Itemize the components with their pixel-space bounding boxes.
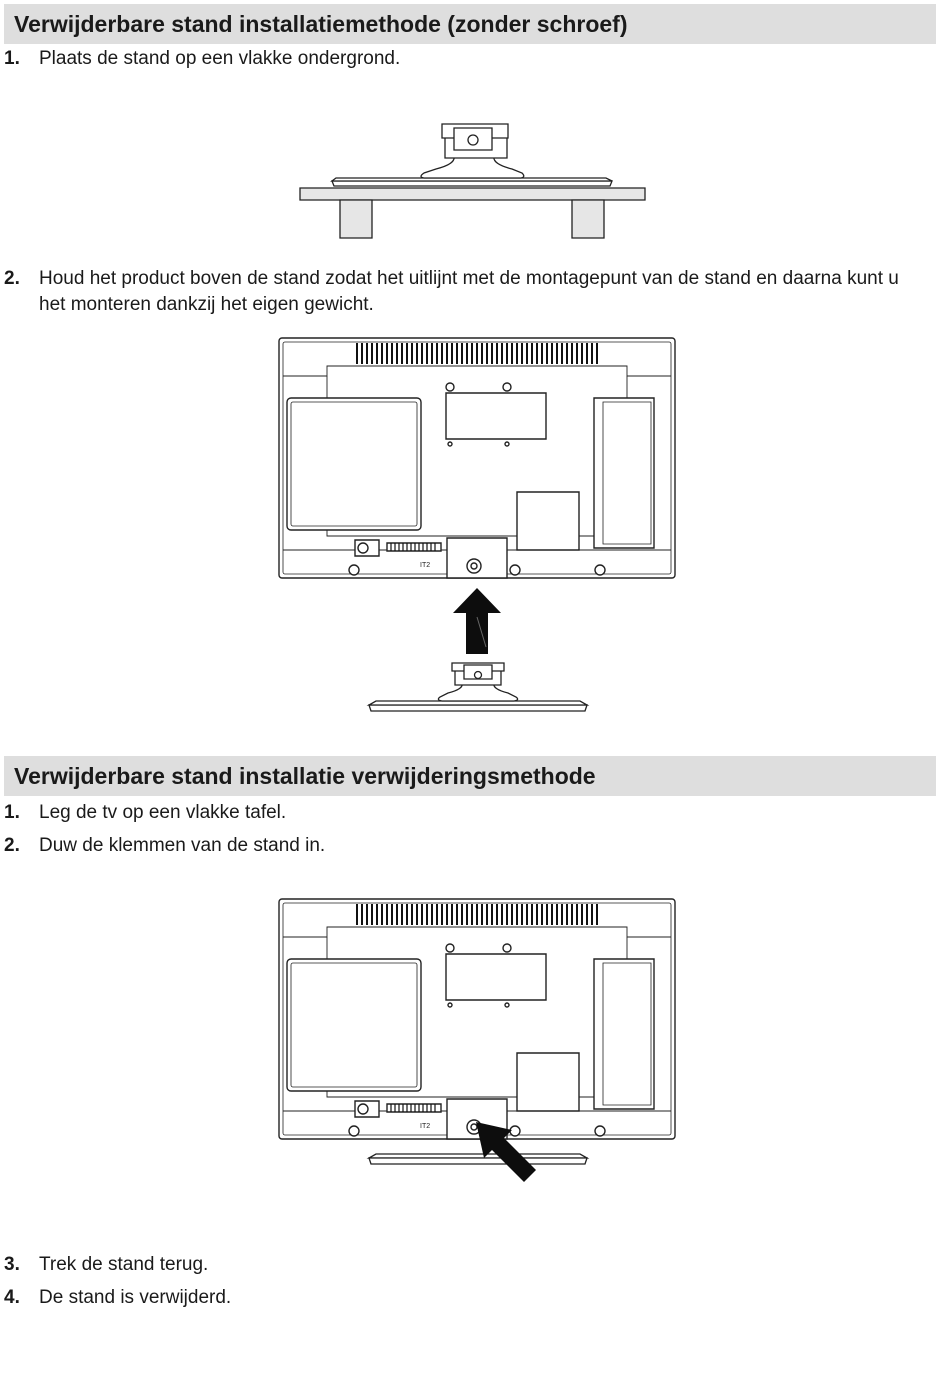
step-text: Houd het product boven de stand zodat het uitlijnt met de montagepunt van de stand en daarna kunt u het monteren dankzij het eigen gewicht. <box>39 268 899 315</box>
diagonal-press-arrow <box>474 1120 538 1184</box>
stand-on-table-figure <box>296 120 648 242</box>
step-text: De stand is verwijderd. <box>39 1287 232 1308</box>
tv-back-figure-install <box>277 336 679 581</box>
install-step-1 <box>4 46 924 72</box>
vent-grille <box>357 904 597 925</box>
up-arrow <box>452 587 502 655</box>
step-number: 1. <box>4 802 20 823</box>
port-label: IT2 <box>420 562 431 569</box>
step-text: Plaats de stand op een vlakke ondergrond. <box>39 48 401 69</box>
step-number: 2. <box>4 835 20 856</box>
step-text: Leg de tv op een vlakke tafel. <box>39 802 287 823</box>
stand-figure-install <box>366 661 590 717</box>
section-title-removal: Verwijderbare stand installatie verwijderingsmethode <box>4 756 936 796</box>
removal-step-2 <box>4 833 924 859</box>
step-number: 2. <box>4 268 20 289</box>
removal-step-3 <box>4 1252 924 1278</box>
step-number: 3. <box>4 1254 20 1275</box>
port-label: IT2 <box>420 1123 431 1130</box>
step-number: 1. <box>4 48 20 69</box>
removal-step-1 <box>4 800 924 826</box>
step-text: Duw de klemmen van de stand in. <box>39 835 326 856</box>
vent-grille <box>357 343 597 364</box>
install-step-2 <box>4 266 924 318</box>
tv-back-figure-removal <box>277 897 679 1142</box>
step-number: 4. <box>4 1287 20 1308</box>
step-text: Trek de stand terug. <box>39 1254 209 1275</box>
removal-step-4 <box>4 1285 924 1311</box>
section-title-installation: Verwijderbare stand installatiemethode (zonder schroef) <box>4 4 936 44</box>
